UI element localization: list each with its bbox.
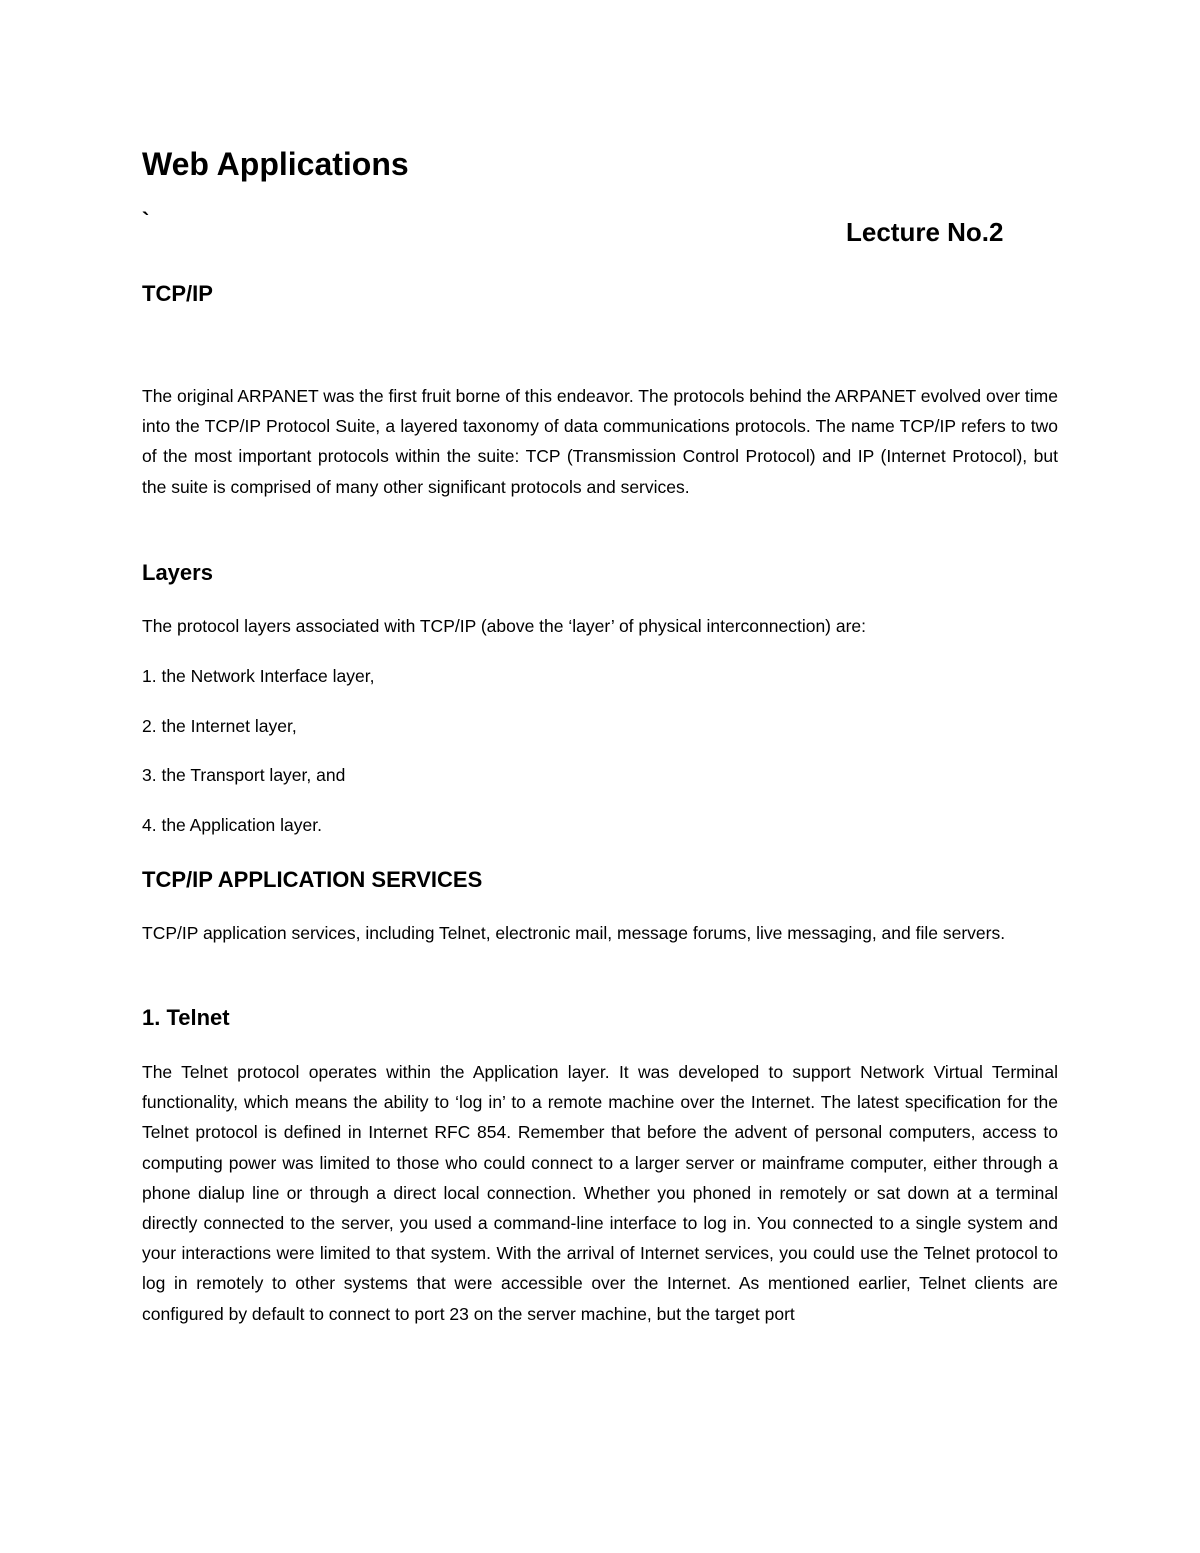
heading-tcpip: TCP/IP xyxy=(142,281,213,306)
paragraph-tcpip: The original ARPANET was the first fruit borne of this endeavor. The protocols behind the ARPANET evolved over time into the TCP/IP Protocol Suite, a layered taxonomy of data communications protocols. The name TCP/IP refers to two of the most important protocols within the suite: TCP (Transmission Control Protocol) and IP (Internet Protocol), but the suite is comprised of many other significant protocols and services. xyxy=(142,386,1058,497)
lecture-number: Lecture No.2 xyxy=(846,217,1004,247)
backtick-mark: ` xyxy=(142,208,150,233)
heading-telnet: 1. Telnet xyxy=(142,1005,230,1030)
heading-app-services: TCP/IP APPLICATION SERVICES xyxy=(142,867,483,892)
paragraph-layers-intro: The protocol layers associated with TCP/IP (above the ‘layer’ of physical interconnection) are: xyxy=(142,616,867,636)
list-item: 1. the Network Interface layer, xyxy=(142,666,375,686)
list-item: 3. the Transport layer, and xyxy=(142,765,346,785)
paragraph-telnet: The Telnet protocol operates within the Application layer. It was developed to support Network Virtual Terminal functionality, which means the ability to ‘log in’ to a remote machine over the Internet. The latest specification for the Telnet protocol is defined in Internet RFC 854. Remember that before the advent of personal computers, access to computing power was limited to those who could connect to a larger server or mainframe computer, either through a phone dialup line or through a direct local connection. Whether you phoned in remotely or sat down at a terminal directly connected to the server, you used a command-line interface to log in. You connected to a single system and your interactions were limited to that system. With the arrival of Internet services, you could use the Telnet protocol to log in remotely to other systems that were accessible over the Internet. As mentioned earlier, Telnet clients are configured by default to connect to port 23 on the server machine, but the target port xyxy=(142,1062,1058,1324)
heading-layers: Layers xyxy=(142,560,213,585)
paragraph-app-services: TCP/IP application services, including Telnet, electronic mail, message forums, live messaging, and file servers. xyxy=(142,923,1006,943)
list-item: 4. the Application layer. xyxy=(142,815,322,835)
list-item: 2. the Internet layer, xyxy=(142,716,297,736)
document-title: Web Applications xyxy=(142,146,409,182)
